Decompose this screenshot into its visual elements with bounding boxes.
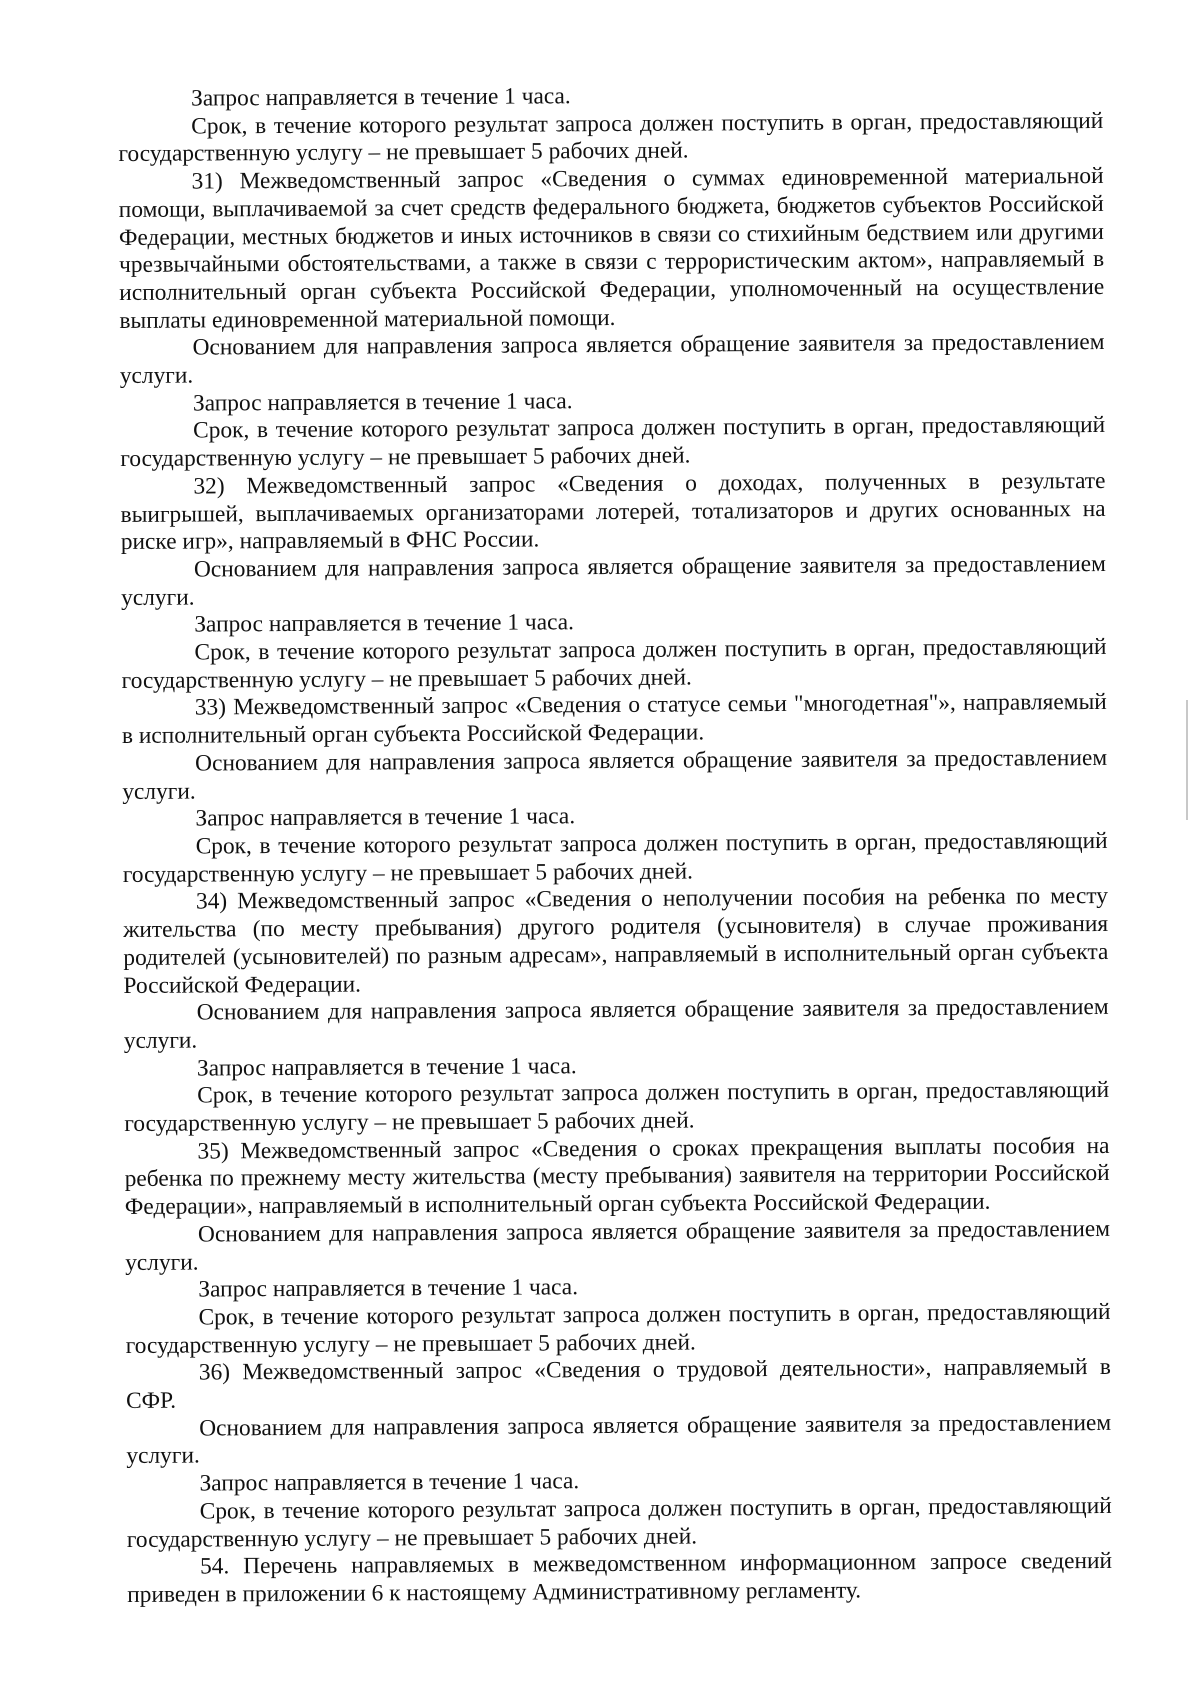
- paragraph-result-deadline: Срок, в течение которого результат запроса должен поступить в орган, предоставляющий государственную услугу – не превышает 5 рабочих дней.: [124, 1077, 1110, 1137]
- paragraph-request-timing: Запрос направляется в течение 1 часа.: [198, 1274, 579, 1303]
- paragraph-item-33: 33) Межведомственный запрос «Сведения о статусе семьи "многодетная"», направляемый в исполнительный орган субъекта Российской Федерации.: [121, 689, 1107, 750]
- paragraph-request-timing: Запрос направляется в течение 1 часа.: [190, 83, 571, 112]
- paragraph-request-timing: Запрос направляется в течение 1 часа.: [196, 1052, 577, 1082]
- paragraph-item-54: 54. Перечень направляемых в межведомственном информационном запросе сведений приведен в приложении 6 к настоящему Административному регламенту.: [127, 1548, 1113, 1608]
- paragraph-result-deadline: Срок, в течение которого результат запроса должен поступить в орган, предоставляющий государственную услугу – не превышает 5 рабочих дней.: [125, 1298, 1111, 1359]
- paragraph-result-deadline: Срок, в течение которого результат запроса должен поступить в орган, предоставляющий государственную услугу – не превышает 5 рабочих дней.: [121, 634, 1107, 694]
- paragraph-request-timing: Запрос направляется в течение 1 часа.: [192, 387, 573, 417]
- paragraph-result-deadline: Срок, в течение которого результат запроса должен поступить в орган, предоставляющий государственную услугу – не превышает 5 рабочих дней.: [118, 107, 1104, 168]
- paragraph-result-deadline: Срок, в течение которого результат запроса должен поступить в орган, предоставляющий государственную услугу – не превышает 5 рабочих дней.: [126, 1492, 1112, 1553]
- paragraph-request-timing: Запрос направляется в течение 1 часа.: [195, 803, 576, 832]
- paragraph-basis: Основанием для направления запроса является обращение заявителя за предоставлением услуги.: [122, 744, 1108, 805]
- paragraph-basis: Основанием для направления запроса является обращение заявителя за предоставлением услуги.: [126, 1409, 1112, 1470]
- paragraph-result-deadline: Срок, в течение которого результат запроса должен поступить в орган, предоставляющий государственную услугу – не превышает 5 рабочих дней.: [120, 412, 1106, 473]
- paragraph-basis: Основанием для направления запроса является обращение заявителя за предоставлением услуги.: [125, 1215, 1111, 1276]
- paragraph-item-32: 32) Межведомственный запрос «Сведения о доходах, полученных в результате выигрышей, выплачиваемых организаторами лотерей, тотализаторов и других основанных на риске игр», направляемый в ФНС России.: [120, 467, 1106, 556]
- document-body: [118, 80, 1112, 1610]
- paragraph-item-36: 36) Межведомственный запрос «Сведения о трудовой деятельности», направляемый в СФР.: [125, 1354, 1111, 1415]
- paragraph-request-timing: Запрос направляется в течение 1 часа.: [199, 1468, 580, 1497]
- scan-artifact-line: [1186, 700, 1188, 820]
- paragraph-item-34: 34) Межведомственный запрос «Сведения о неполучении пособия на ребенка по месту жительства (по месту пребывания) другого родителя (усыновителя) в случае проживания родителей (усыновителей) по разным адресам», направляемый в исполнительный орган субъекта Российской Федерации.: [123, 883, 1109, 999]
- paragraph-result-deadline: Срок, в течение которого результат запроса должен поступить в орган, предоставляющий государственную услугу – не превышает 5 рабочих дней.: [122, 827, 1108, 888]
- paragraph-basis: Основанием для направления запроса является обращение заявителя за предоставлением услуги.: [123, 994, 1109, 1054]
- paragraph-basis: Основанием для направления запроса является обращение заявителя за предоставлением услуги.: [121, 550, 1107, 611]
- paragraph-basis: Основанием для направления запроса является обращение заявителя за предоставлением услуги.: [119, 329, 1105, 390]
- paragraph-request-timing: Запрос направляется в течение 1 часа.: [194, 609, 575, 638]
- paragraph-item-31: 31) Межведомственный запрос «Сведения о суммах единовременной материальной помощи, выплачиваемой за счет средств федерального бюджета, бюджетов субъектов Российской Федерации, местных бюджетов и иных источников в связи со стихийным бедствием или другими чрезвычайными обстоятельствами, а также в связи с террористическим актом», направляемый в исполнительный орган субъекта Российской Федерации, уполномоченный на осуществление выплаты единовременной материальной помощи.: [118, 163, 1105, 334]
- paragraph-item-35: 35) Межведомственный запрос «Сведения о сроках прекращения выплаты пособия на ребенка по прежнему месту жительства (месту пребывания) заявителя на территории Российской Федерации», направляемый в исполнительный орган субъекта Российской Федерации.: [124, 1132, 1110, 1221]
